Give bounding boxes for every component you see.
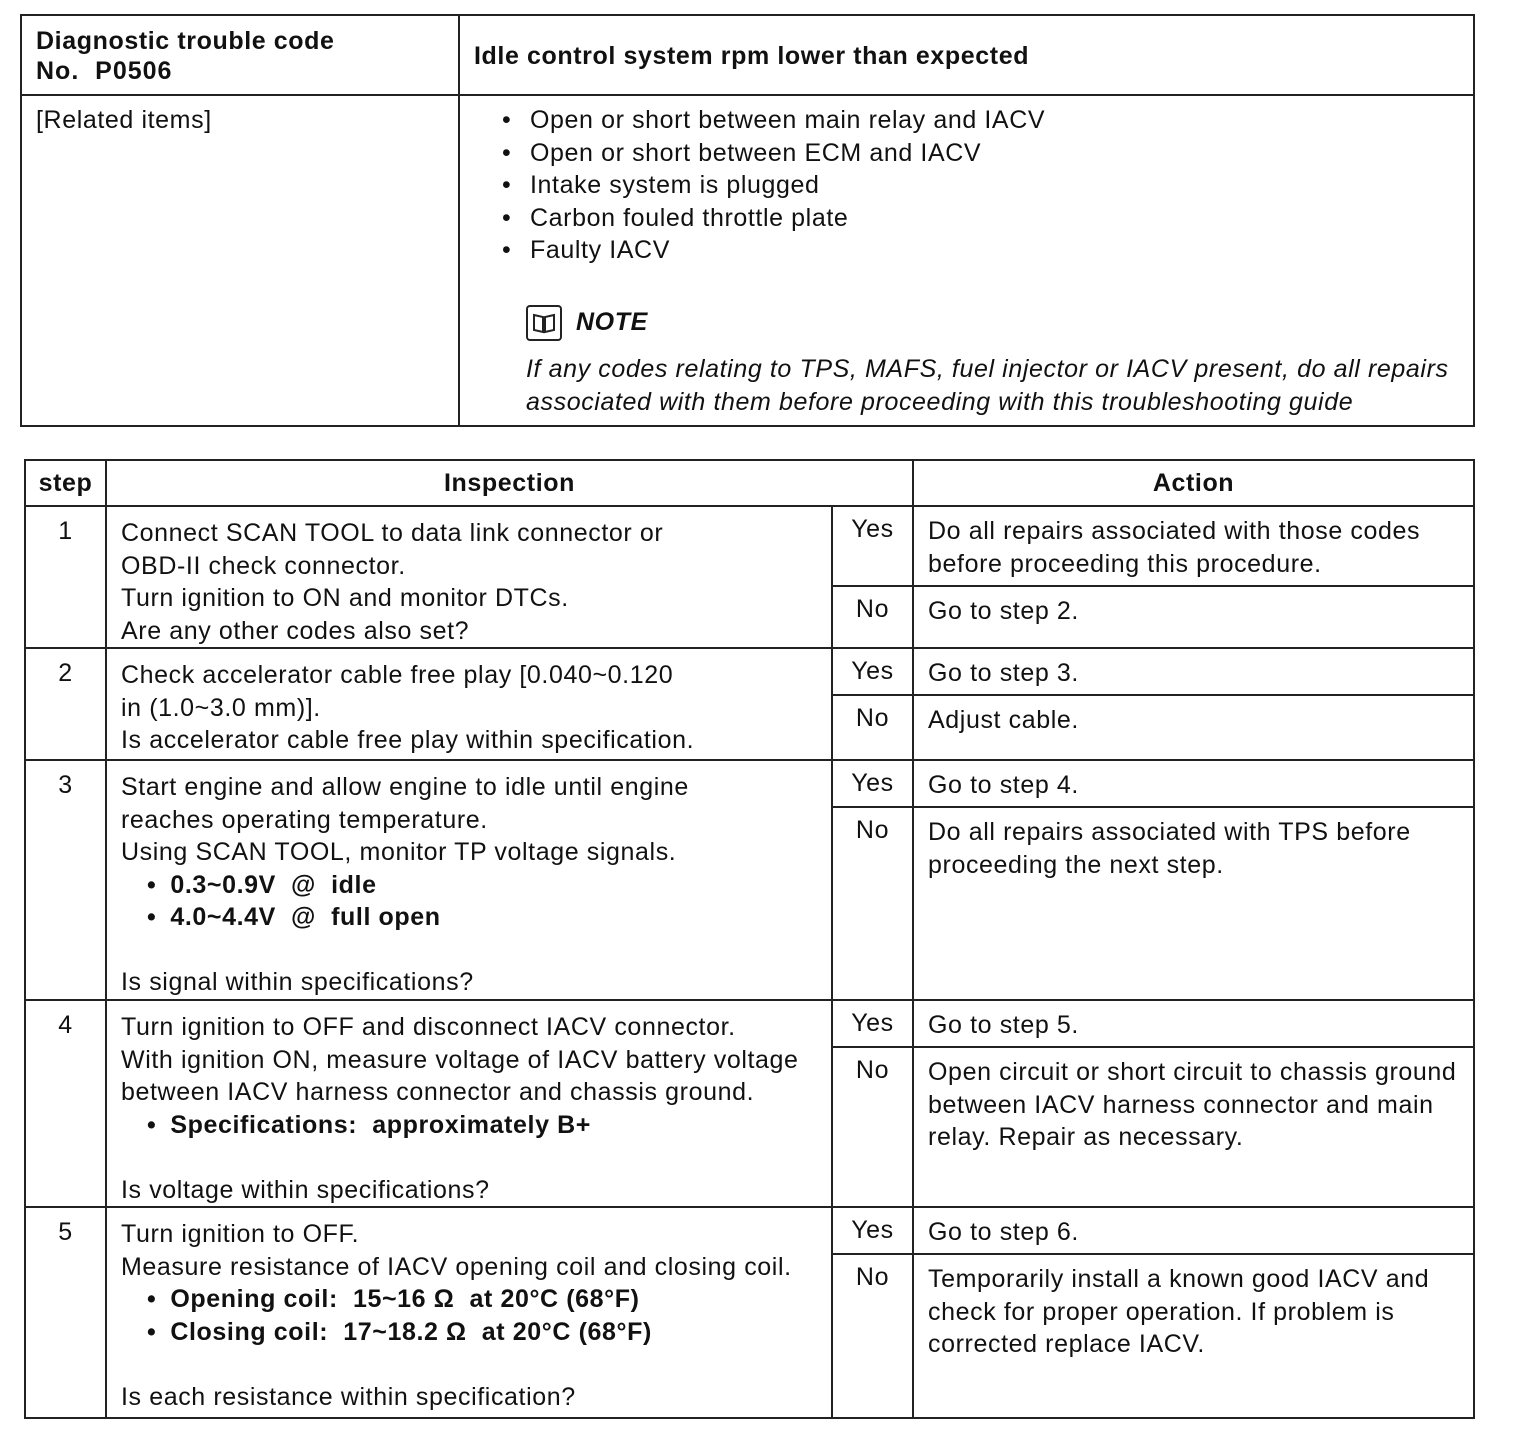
- column-header-inspection: Inspection: [106, 460, 913, 506]
- no-label: No: [832, 1254, 913, 1418]
- inspection-line: Connect SCAN TOOL to data link connector or: [121, 519, 664, 547]
- book-icon: [526, 305, 562, 341]
- table-row: [25, 648, 1474, 695]
- note-text: If any codes relating to TPS, MAFS, fuel injector or IACV present, do all repairs associated with them before proceeding with this troubleshooting guide: [526, 354, 1449, 416]
- inspection-line: Check accelerator cable free play [0.040~0.120: [121, 661, 674, 689]
- inspection-line: Start engine and allow engine to idle until engine: [121, 773, 689, 801]
- spec-line: • 4.0~4.4V @ full open: [121, 901, 819, 934]
- spec-line: • Closing coil: 17~18.2 Ω at 20°C (68°F): [121, 1316, 819, 1349]
- dtc-title: Idle control system rpm lower than expected: [459, 15, 1474, 95]
- related-items-list: [500, 104, 1473, 267]
- inspection-line: reaches operating temperature.: [121, 805, 488, 834]
- inspection-line: Turn ignition to OFF.: [121, 1220, 360, 1248]
- inspection-question: Is each resistance within specification?: [121, 1382, 576, 1411]
- yes-label: Yes: [832, 648, 913, 695]
- spec-line: • Opening coil: 15~16 Ω at 20°C (68°F): [121, 1283, 819, 1316]
- inspection-line: Turn ignition to OFF and disconnect IACV connector.: [121, 1013, 736, 1041]
- no-action: Do all repairs associated with TPS before proceeding the next step.: [913, 807, 1474, 1000]
- inspection-cell: [106, 1000, 832, 1207]
- table-row: [25, 1207, 1474, 1254]
- yes-label: Yes: [832, 1207, 913, 1254]
- step-number: 1: [25, 506, 106, 648]
- yes-action: Do all repairs associated with those codes before proceeding this procedure.: [913, 506, 1474, 586]
- list-item: • Faulty IACV: [500, 234, 1473, 267]
- no-action: Open circuit or short circuit to chassis ground between IACV harness connector and main relay. Repair as necessary.: [913, 1047, 1474, 1207]
- table-row: [25, 760, 1474, 807]
- inspection-line: Is accelerator cable free play within specification.: [121, 726, 695, 754]
- inspection-line: With ignition ON, measure voltage of IACV battery voltage: [121, 1045, 799, 1074]
- spec-line: • 0.3~0.9V @ idle: [121, 869, 819, 902]
- yes-action: Go to step 3.: [913, 648, 1474, 695]
- yes-label: Yes: [832, 1000, 913, 1047]
- table-row: [25, 1000, 1474, 1047]
- inspection-line: Using SCAN TOOL, monitor TP voltage signals.: [121, 838, 677, 866]
- step-number: 3: [25, 760, 106, 1000]
- inspection-cell: [106, 648, 832, 760]
- step-number: 5: [25, 1207, 106, 1418]
- list-item: • Carbon fouled throttle plate: [500, 202, 1473, 235]
- list-item: • Open or short between main relay and IACV: [500, 104, 1473, 137]
- inspection-cell: [106, 760, 832, 1000]
- note-title: NOTE: [576, 308, 648, 336]
- no-label: No: [832, 695, 913, 760]
- column-header-step: step: [25, 460, 106, 506]
- list-item: • Open or short between ECM and IACV: [500, 137, 1473, 170]
- inspection-line: in (1.0~3.0 mm)].: [121, 693, 321, 722]
- no-action: Go to step 2.: [913, 586, 1474, 648]
- no-label: No: [832, 1047, 913, 1207]
- inspection-line: Are any other codes also set?: [121, 616, 470, 645]
- dtc-label: Diagnostic trouble code: [36, 27, 335, 55]
- dtc-number: No. P0506: [36, 57, 173, 85]
- no-action: Adjust cable.: [913, 695, 1474, 760]
- note-heading: [526, 305, 1473, 341]
- yes-label: Yes: [832, 760, 913, 807]
- spec-line: • Specifications: approximately B+: [121, 1109, 819, 1142]
- column-header-action: Action: [913, 460, 1474, 506]
- yes-action: Go to step 4.: [913, 760, 1474, 807]
- step-number: 4: [25, 1000, 106, 1207]
- yes-action: Go to step 5.: [913, 1000, 1474, 1047]
- related-items-label: [Related items]: [21, 95, 459, 426]
- inspection-cell: [106, 506, 832, 648]
- no-label: No: [832, 586, 913, 648]
- related-items-cell: [459, 95, 1474, 426]
- dtc-header-table: [20, 14, 1475, 427]
- table-row: [25, 506, 1474, 586]
- step-number: 2: [25, 648, 106, 760]
- list-item: • Intake system is plugged: [500, 169, 1473, 202]
- yes-label: Yes: [832, 506, 913, 586]
- inspection-question: Is signal within specifications?: [121, 968, 474, 996]
- inspection-line: Turn ignition to ON and monitor DTCs.: [121, 584, 569, 612]
- inspection-line: Measure resistance of IACV opening coil and closing coil.: [121, 1252, 792, 1281]
- no-label: No: [832, 807, 913, 1000]
- inspection-line: OBD-II check connector.: [121, 551, 406, 580]
- inspection-line: between IACV harness connector and chassis ground.: [121, 1078, 755, 1106]
- inspection-question: Is voltage within specifications?: [121, 1175, 490, 1204]
- troubleshooting-table: [24, 459, 1475, 1419]
- inspection-cell: [106, 1207, 832, 1418]
- no-action: Temporarily install a known good IACV and check for proper operation. If problem is corrected replace IACV.: [913, 1254, 1474, 1418]
- dtc-cell: [21, 15, 459, 95]
- yes-action: Go to step 6.: [913, 1207, 1474, 1254]
